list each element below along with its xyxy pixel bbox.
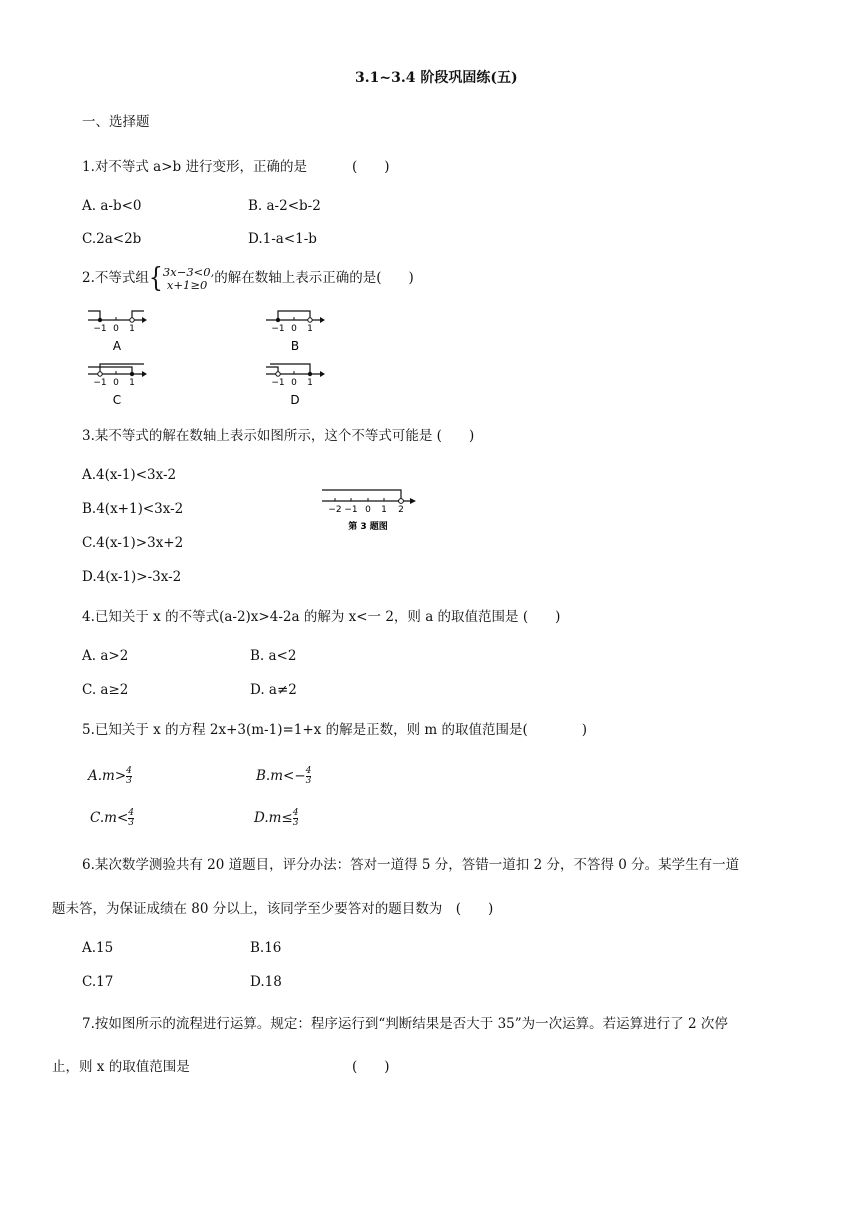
q2-figure-c	[84, 360, 154, 408]
q2-figure-a	[84, 306, 154, 354]
q2d-label: D	[290, 393, 300, 407]
q5d-num: 4	[292, 808, 299, 818]
q2-brace: {	[148, 262, 163, 294]
q5d-prefix: D.m≤	[254, 810, 293, 826]
q6-stem-line2: 题未答，为保证成绩在 80 分以上，该同学至少要答对的题目数为 ( )	[52, 901, 494, 917]
q3-option-c: C.4(x-1)>3x+2	[82, 535, 184, 551]
q6-option-d: D.18	[250, 974, 282, 990]
q3-figure-caption: 第 3 题图	[348, 522, 388, 532]
q5-stem: 5.已知关于 x 的方程 2x+3(m-1)=1+x 的解是正数，则 m 的取值范围是( )	[82, 722, 587, 738]
q6-stem-line1: 6.某次数学测验共有 20 道题目，评分办法：答对一道得 5 分，答错一道扣 2 分，不答得 0 分。某学生有一道	[82, 857, 740, 873]
q5a-den: 3	[126, 776, 132, 786]
q6-option-c: C.17	[82, 974, 114, 990]
q1-option-c: C.2a<2b	[82, 231, 142, 247]
q5d-den: 3	[292, 818, 299, 828]
q1-option-d: D.1-a<1-b	[248, 231, 317, 247]
q2b-tick-neg1: −1	[271, 324, 285, 334]
q3-option-b: B.4(x+1)<3x-2	[82, 501, 184, 517]
q2-system-line1: 3x−3<0,	[162, 264, 215, 279]
q5b-sign: −	[294, 768, 306, 784]
q4-option-d: D. a≠2	[250, 682, 297, 698]
q5b-prefix: B.m<	[256, 768, 295, 784]
q7-stem-line1: 7.按如图所示的流程进行运算。规定：程序运行到“判断结果是否大于 35”为一次运算。若运算进行了 2 次停	[82, 1016, 728, 1032]
q4-stem: 4.已知关于 x 的不等式(a-2)x>4-2a 的解为 x<一 2，则 a 的取值范围是 ( )	[82, 609, 561, 625]
q2a-tick-1: 1	[129, 324, 135, 334]
q2-stem	[82, 262, 414, 295]
q1-answer-paren: ( )	[352, 159, 390, 175]
q1-option-b: B. a-2<b-2	[248, 198, 321, 214]
q6-option-b: B.16	[250, 940, 282, 956]
q2c-tick-neg1: −1	[93, 378, 107, 388]
section-heading: 一、选择题	[82, 114, 150, 130]
q2d-tick-0: 0	[291, 378, 297, 388]
q4-option-c: C. a≥2	[82, 682, 129, 698]
q5a-prefix: A.m>	[88, 768, 127, 784]
q3-tick-neg1: −1	[344, 505, 358, 515]
q3-figure	[318, 484, 422, 536]
page-title: 3.1~3.4 阶段巩固练(五)	[355, 70, 518, 86]
q5b-fraction	[306, 767, 312, 786]
q5-option-d	[254, 806, 298, 830]
q5-option-b	[256, 764, 311, 788]
q5b-num: 4	[305, 766, 312, 776]
q3-option-d: D.4(x-1)>-3x-2	[82, 569, 182, 585]
q7-stem-line2: 止，则 x 的取值范围是	[52, 1059, 190, 1075]
q5c-num: 4	[128, 808, 134, 818]
q2-figure-b	[262, 306, 332, 354]
q3-stem: 3.某不等式的解在数轴上表示如图所示，这个不等式可能是 ( )	[82, 428, 475, 444]
q2c-tick-0: 0	[113, 378, 119, 388]
q2-prefix: 2.不等式组	[82, 270, 149, 286]
q5c-prefix: C.m<	[90, 810, 129, 826]
q2b-label: B	[290, 339, 300, 353]
q2a-tick-0: 0	[113, 324, 119, 334]
q5a-fraction	[126, 767, 132, 786]
q1-stem: 1.对不等式 a>b 进行变形，正确的是	[82, 159, 307, 175]
q5-option-a	[88, 764, 132, 788]
q2d-tick-1: 1	[307, 378, 313, 388]
q3-tick-2: 2	[398, 505, 404, 515]
q3-tick-neg2: −2	[328, 505, 342, 515]
q5c-fraction	[128, 809, 134, 828]
q1-option-a: A. a-b<0	[82, 198, 142, 214]
q3-tick-0: 0	[365, 505, 371, 515]
q2-figure-d	[262, 360, 332, 408]
q5b-den: 3	[305, 776, 312, 786]
q5a-num: 4	[126, 766, 132, 776]
q5-option-c	[90, 806, 134, 830]
q5d-fraction	[293, 809, 299, 828]
q2-system	[163, 266, 214, 292]
q3-tick-1: 1	[381, 505, 387, 515]
q2b-tick-0: 0	[291, 324, 297, 334]
q2d-tick-neg1: −1	[271, 378, 285, 388]
q2c-label: C	[112, 393, 122, 407]
q2b-tick-1: 1	[307, 324, 313, 334]
q2a-label: A	[112, 339, 122, 353]
q4-option-b: B. a<2	[250, 648, 297, 664]
q6-option-a: A.15	[82, 940, 114, 956]
q2-system-line2: x+1≥0	[166, 277, 208, 292]
q5c-den: 3	[128, 818, 134, 828]
q3-option-a: A.4(x-1)<3x-2	[82, 467, 177, 483]
q2a-tick-neg1: −1	[93, 324, 107, 334]
q2-suffix: 的解在数轴上表示正确的是( )	[214, 270, 414, 286]
q4-option-a: A. a>2	[82, 648, 129, 664]
q7-answer-paren: ( )	[352, 1059, 390, 1075]
q2c-tick-1: 1	[129, 378, 135, 388]
